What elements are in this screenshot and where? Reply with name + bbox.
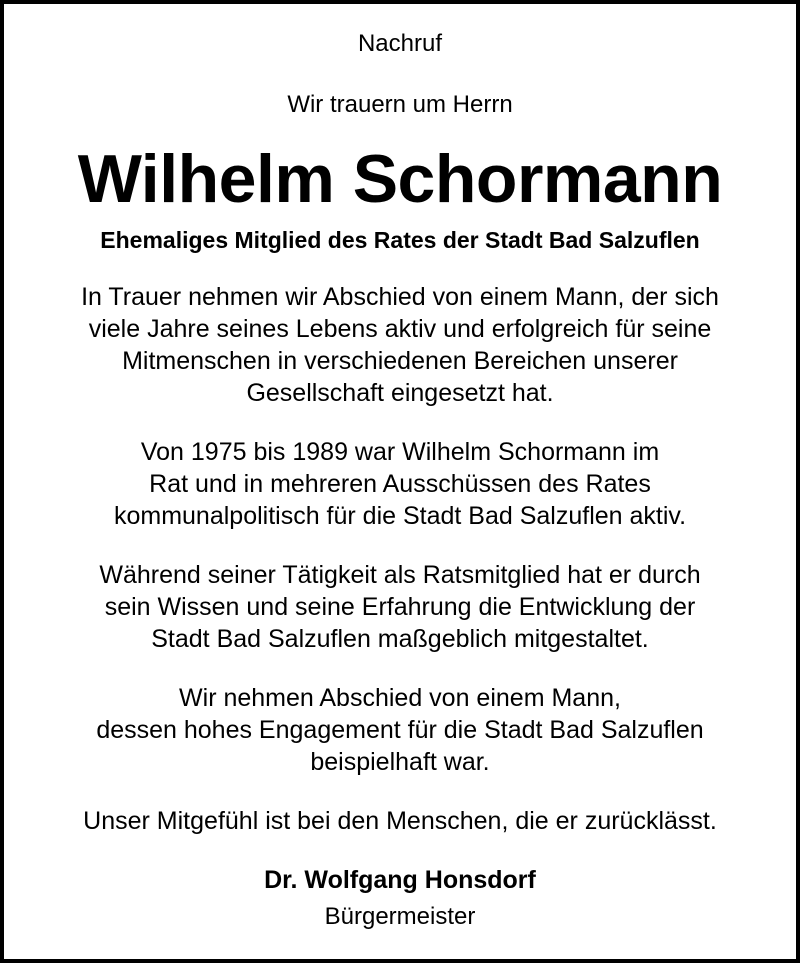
paragraph-tribute [8, 281, 792, 409]
paragraph-line: kommunalpolitisch für die Stadt Bad Salzuflen aktiv. [113, 502, 687, 530]
deceased-role: Ehemaliges Mitglied des Rates der Stadt Bad Salzuflen [100, 227, 700, 253]
paragraph-line: viele Jahre seines Lebens aktiv und erfolgreich für seine [88, 315, 712, 343]
paragraph-line: dessen hohes Engagement für die Stadt Bad Salzuflen [96, 716, 704, 744]
signatory-title: Bürgermeister [324, 903, 476, 930]
paragraph-line: beispielhaft war. [310, 748, 490, 776]
paragraph-contribution [8, 559, 792, 655]
paragraph-line: Gesellschaft eingesetzt hat. [246, 379, 554, 407]
paragraph-line: Von 1975 bis 1989 war Wilhelm Schormann im [140, 438, 660, 466]
paragraph-line: sein Wissen und seine Erfahrung die Entwicklung der [104, 593, 696, 621]
paragraph-line: Unser Mitgefühl ist bei den Menschen, die er zurücklässt. [83, 807, 717, 835]
paragraph-condolence [8, 805, 792, 837]
signatory-name: Dr. Wolfgang Honsdorf [264, 866, 536, 894]
paragraph-farewell [8, 682, 792, 778]
paragraph-council-years [8, 436, 792, 532]
notice-label: Nachruf [357, 30, 443, 57]
paragraph-line: Mitmenschen in verschiedenen Bereichen unserer [122, 347, 678, 375]
paragraph-line: Während seiner Tätigkeit als Ratsmitglied hat er durch [99, 561, 701, 589]
paragraph-line: Wir nehmen Abschied von einem Mann, [179, 684, 621, 712]
intro-line: Wir trauern um Herrn [287, 91, 513, 118]
paragraph-line: In Trauer nehmen wir Abschied von einem Mann, der sich [81, 283, 719, 311]
paragraph-line: Rat und in mehreren Ausschüssen des Rates [149, 470, 651, 498]
deceased-name: Wilhelm Schormann [77, 141, 723, 217]
paragraph-line: Stadt Bad Salzuflen maßgeblich mitgestaltet. [151, 625, 649, 653]
